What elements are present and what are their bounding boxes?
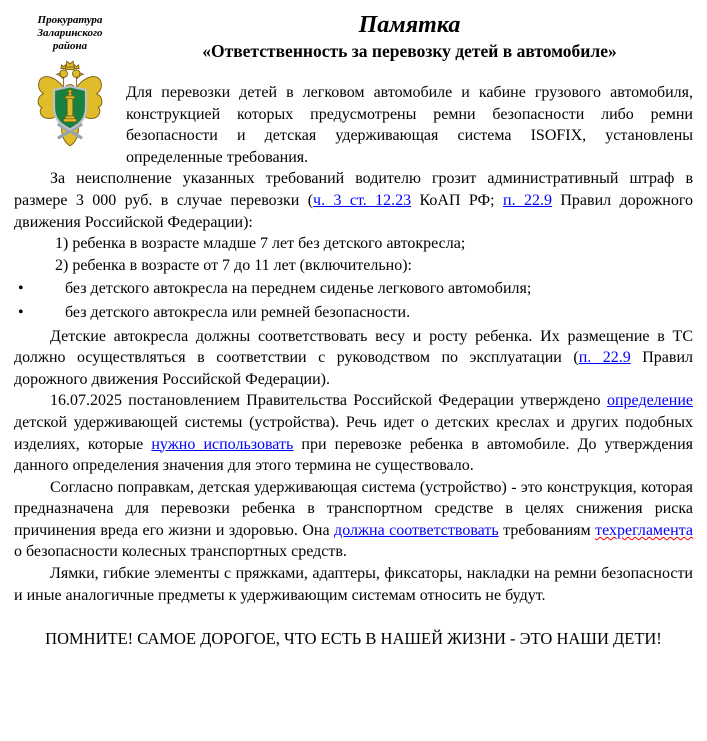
fine-text-2: КоАП РФ;: [411, 191, 504, 209]
page-title: Памятка: [358, 12, 461, 38]
seats-text-2: Правил дорожного движения Российской Федерации).: [14, 349, 694, 388]
header: [14, 12, 693, 62]
seats-text-1: Детские автокресла должны соответствовать весу и росту ребенка. Их размещение в ТС должно осуществляться в соответствии с руководством по эксплуатации (: [14, 327, 693, 367]
link-must-comply[interactable]: должна соответствовать: [334, 521, 499, 539]
paragraph-intro: [14, 82, 693, 168]
link-definition[interactable]: определение: [606, 392, 693, 410]
link-tech-regulation[interactable]: техрегламента: [595, 521, 694, 539]
memo-body: [14, 82, 693, 650]
bullet-icon: •: [18, 303, 24, 321]
org-name-line3: района: [52, 40, 88, 52]
footer-slogan: ПОМНИТЕ! САМОЕ ДОРОГОЕ, ЧТО ЕСТЬ В НАШЕЙ ЖИЗНИ - ЭТО НАШИ ДЕТИ!: [45, 629, 662, 649]
paragraph-seats: [14, 326, 693, 391]
paragraph-decree: [14, 390, 693, 476]
bullet-icon: •: [18, 280, 24, 298]
link-traffic-rule-22-9[interactable]: п. 22.9: [503, 191, 552, 209]
bullet-item-2-text: без детского автокресла или ремней безопасности.: [65, 303, 411, 321]
link-traffic-rule-22-9-second[interactable]: п. 22.9: [578, 349, 631, 367]
title-block: [126, 12, 693, 62]
org-name-line2: Заларинского: [37, 27, 103, 39]
paragraph-amendments: [14, 477, 693, 563]
org-name-line1: Прокуратура: [37, 14, 103, 26]
bullet-item-2: [14, 302, 693, 324]
paragraph-excluded: Лямки, гибкие элементы с пряжками, адаптеры, фиксаторы, накладки на ремни безопасности и иные аналогичные предметы к удерживающим системам относить не будут.: [14, 565, 693, 604]
paragraph-fine: [14, 168, 693, 233]
link-koap-article[interactable]: ч. 3 ст. 12.23: [313, 191, 412, 209]
amendments-text-2: требованиям: [498, 521, 596, 539]
numbered-item-1: 1) ребенка в возрасте младше 7 лет без детского автокресла;: [55, 235, 466, 253]
page-subtitle: «Ответственность за перевозку детей в автомобиле»: [202, 41, 617, 61]
org-name: [14, 12, 126, 53]
bullet-item-1: [14, 278, 693, 300]
link-must-use[interactable]: нужно использовать: [151, 435, 294, 453]
amendments-text-3: о безопасности колесных транспортных средств.: [14, 543, 347, 561]
amendments-text-1: Согласно поправкам, детская удерживающая система (устройство) - это конструкция, которая предназначена для перевозки ребенка в транспортном средстве в целях снижения риска причинения вреда его жизни и здоровью. Она: [14, 478, 693, 539]
numbered-item-2: 2) ребенка в возрасте от 7 до 11 лет (включительно):: [55, 256, 412, 274]
paragraph-intro-text: Для перевозки детей в легковом автомобиле и кабине грузового автомобиля, конструкцией которых предусмотрены ремни безопасности либо ремни безопасности и детская удерживающая система ISOFIX, установлены определенные требования.: [126, 84, 693, 166]
decree-text-3: при перевозке ребенка в автомобиле. До утверждения данного определения значения для этого термина не существовало.: [14, 435, 694, 475]
decree-text-2: детской удерживающей системы (устройства). Речь идет о детских креслах и других подобных изделиях, которые: [14, 413, 693, 453]
prosecutor-eagle-emblem-icon: [33, 59, 107, 154]
fine-text-1: За неисполнение указанных требований водителю грозит административный штраф в размере 3 000 руб. в случае перевозки (: [14, 170, 693, 209]
fine-text-3: Правил дорожного движения Российской Федерации):: [14, 191, 694, 231]
decree-text-1: 16.07.2025 постановлением Правительства Российской Федерации утверждено: [50, 392, 607, 410]
bullet-item-1-text: без детского автокресла на переднем сиденье легкового автомобиля;: [65, 280, 532, 298]
